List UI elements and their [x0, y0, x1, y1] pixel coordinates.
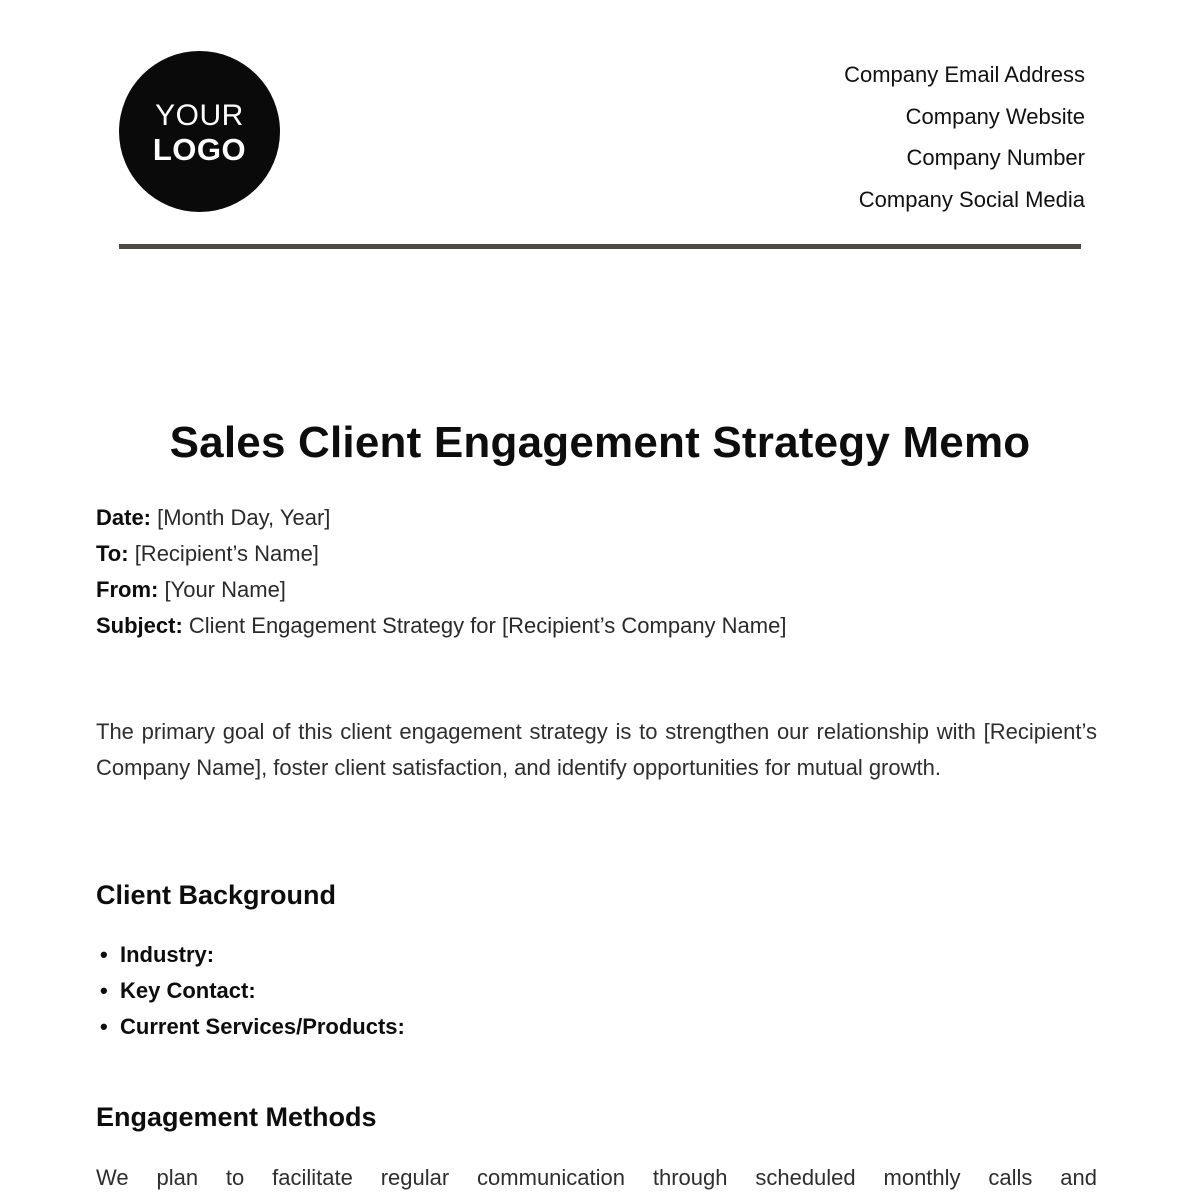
bullet-dot: •: [100, 942, 108, 967]
meta-to-row: [96, 536, 786, 572]
memo-meta: [96, 500, 786, 644]
company-number: Company Number: [906, 145, 1085, 170]
meta-subject-value: Client Engagement Strategy for [Recipient’s Company Name]: [182, 613, 787, 638]
meta-from-row: [96, 572, 786, 608]
meta-to-value: [Recipient’s Name]: [128, 541, 319, 566]
client-background-heading: Client Background: [96, 880, 337, 910]
list-item-label: Industry:: [120, 942, 215, 967]
logo-line-2: LOGO: [152, 131, 247, 167]
meta-date-row: [96, 500, 786, 536]
meta-date-value: [Month Day, Year]: [151, 505, 331, 530]
meta-from-value: [Your Name]: [158, 577, 286, 602]
bullet-dot: •: [100, 1014, 108, 1039]
meta-date-label: Date:: [96, 505, 152, 530]
meta-from-label: From:: [96, 577, 159, 602]
header-divider: [119, 244, 1081, 249]
list-item-label: Key Contact:: [120, 978, 256, 1003]
company-contact-block: [844, 54, 1085, 220]
list-item-label: Current Services/Products:: [120, 1014, 405, 1039]
company-email: Company Email Address: [844, 62, 1085, 87]
client-background-list: [100, 937, 405, 1045]
list-item-key-contact: [100, 973, 405, 1009]
list-item-current-services: [100, 1009, 405, 1045]
company-logo: [119, 51, 280, 212]
bullet-dot: •: [100, 978, 108, 1003]
memo-title: Sales Client Engagement Strategy Memo: [169, 418, 1031, 467]
list-item-industry: [100, 937, 405, 973]
meta-subject-label: Subject:: [96, 613, 183, 638]
company-social-media: Company Social Media: [858, 186, 1085, 212]
company-website: Company Website: [905, 103, 1085, 129]
logo-line-1: YOUR: [155, 98, 244, 132]
meta-to-label: To:: [96, 541, 129, 566]
engagement-methods-paragraph: We plan to facilitate regular communication through scheduled monthly calls and: [96, 1165, 1097, 1190]
intro-paragraph: The primary goal of this client engagement strategy is to strengthen our relationship with [Recipient’s Company Name], foster client satisfaction, and identify opportunities for mutual growth.: [96, 719, 1097, 780]
meta-subject-row: [96, 608, 786, 644]
engagement-methods-heading: Engagement Methods: [96, 1102, 377, 1132]
